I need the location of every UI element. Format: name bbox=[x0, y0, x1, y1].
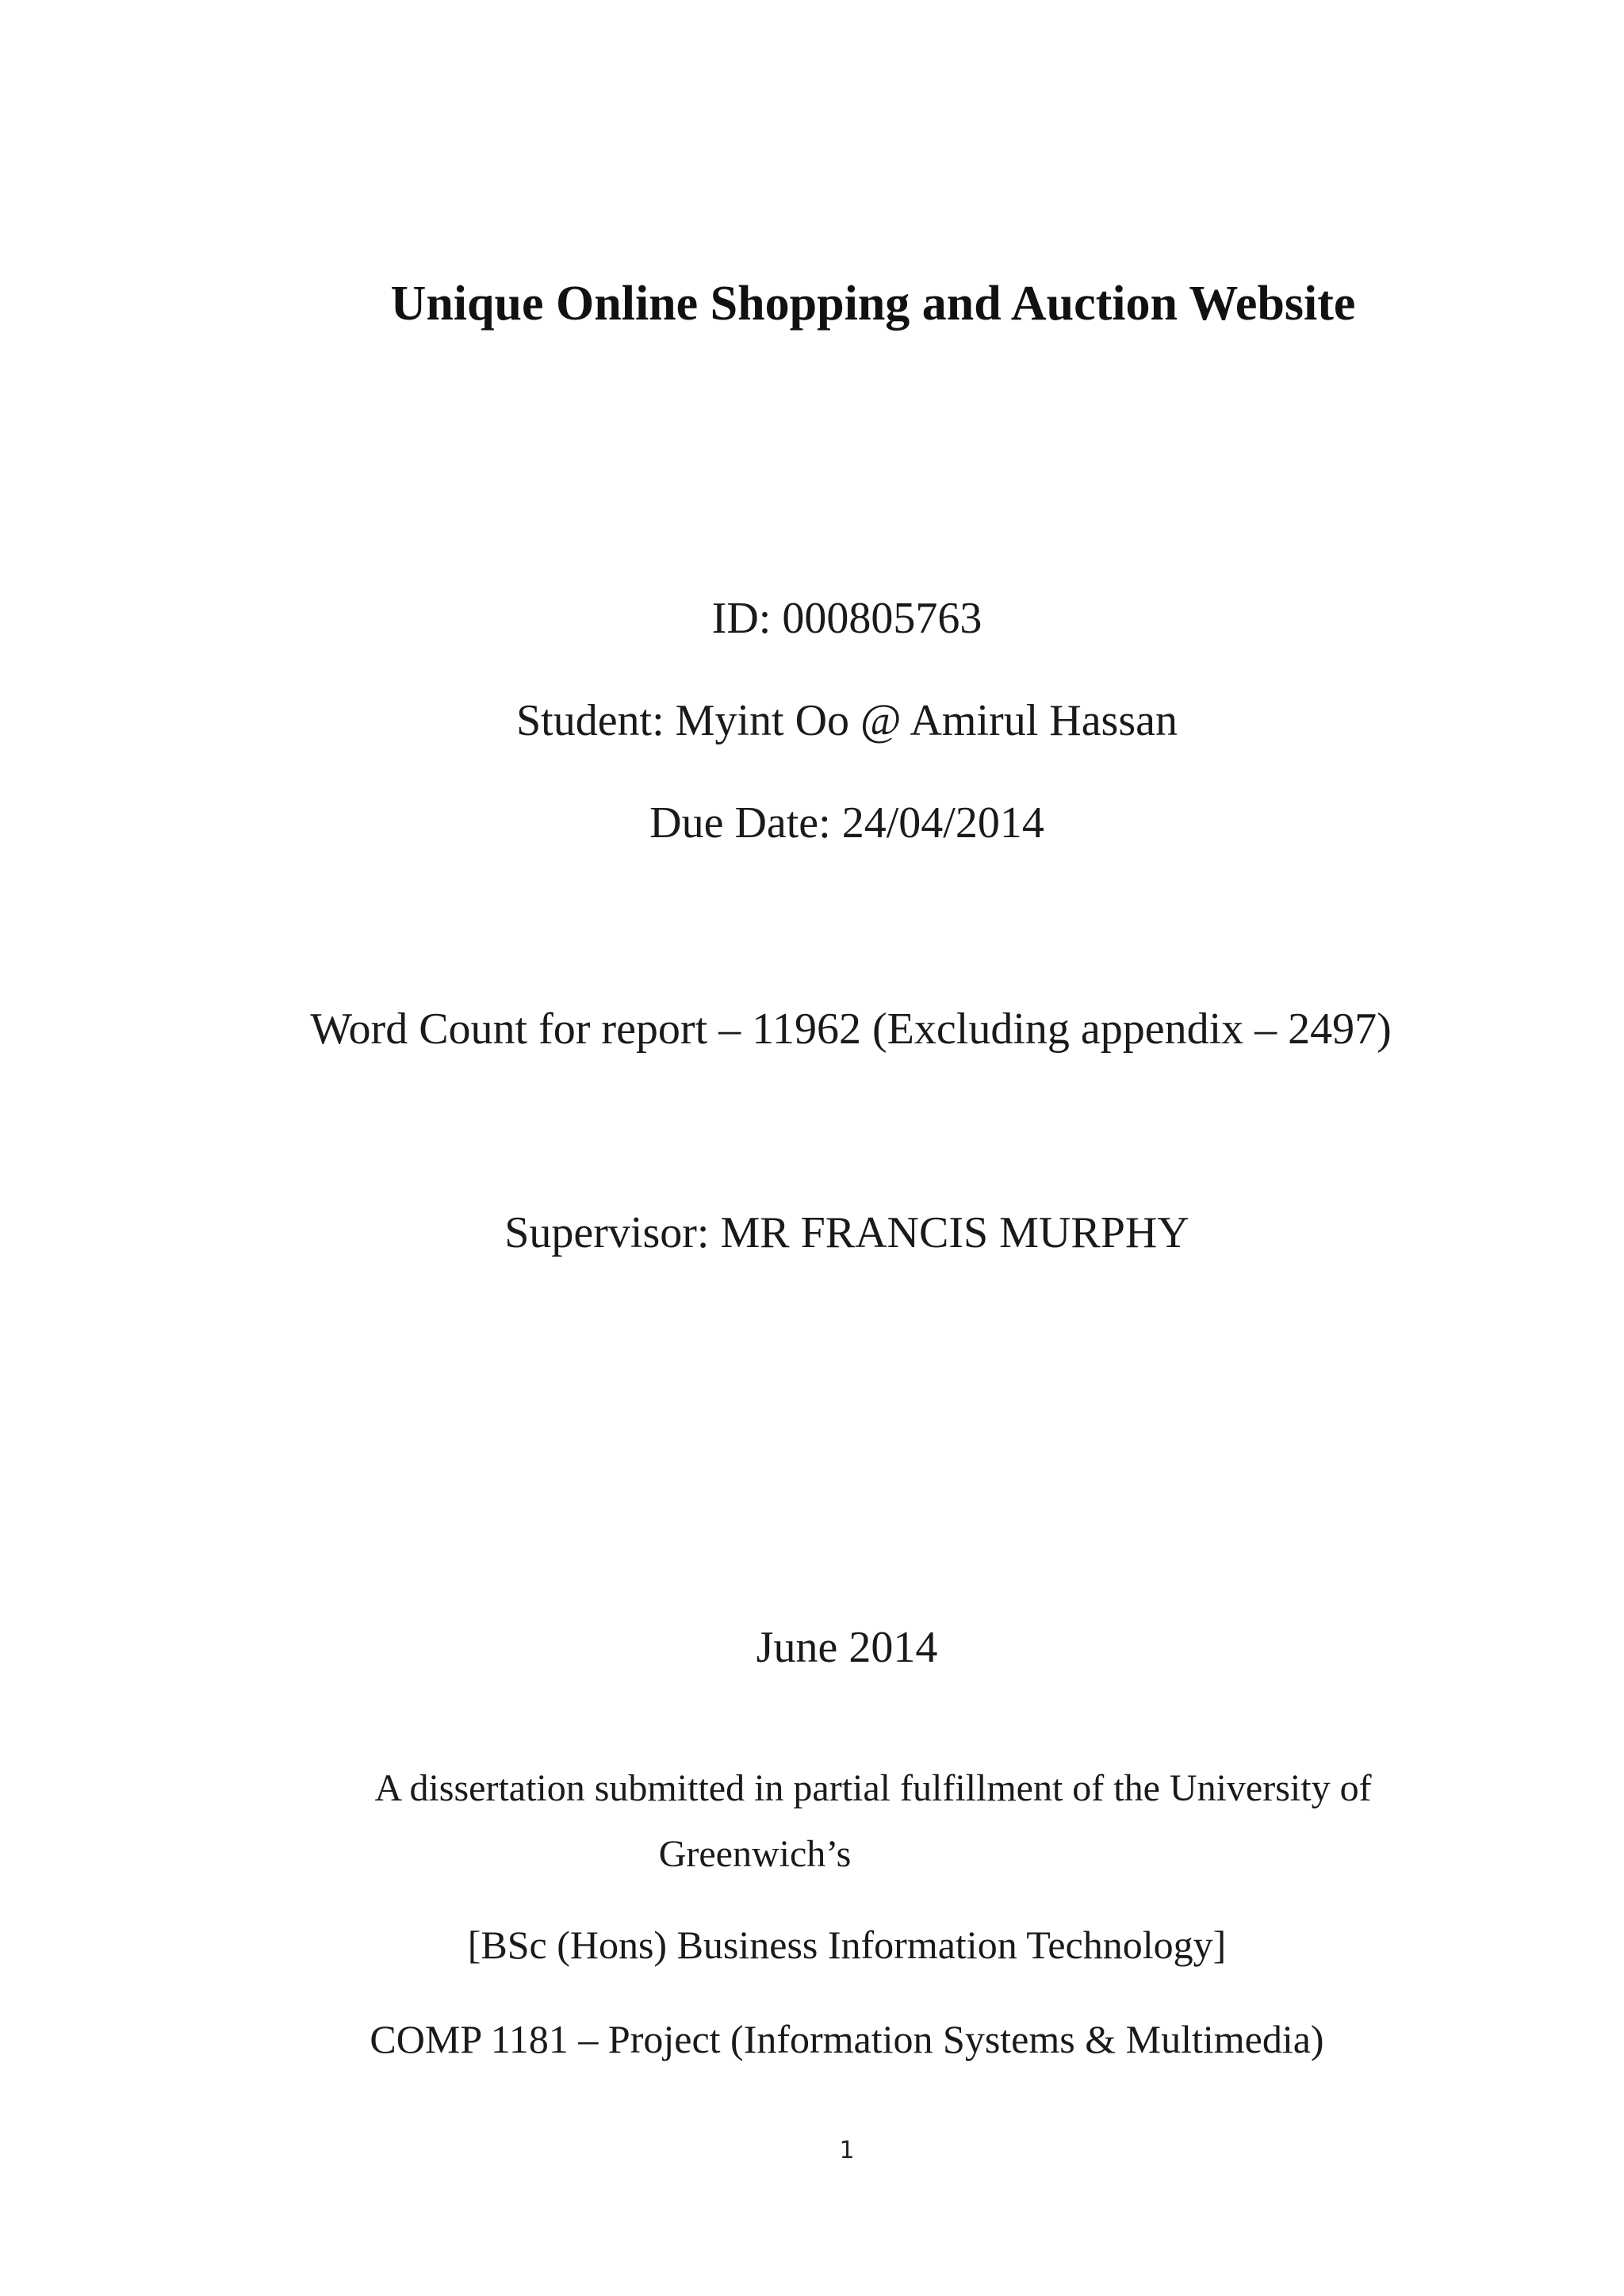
document-title: Unique Online Shopping and Auction Website bbox=[390, 277, 1356, 331]
dissertation-statement-line-1: A dissertation submitted in partial fulfillment of the University of bbox=[374, 1767, 1372, 1809]
student-id: ID: 000805763 bbox=[711, 594, 982, 643]
word-count: Word Count for report – 11962 (Excluding appendix – 2497) bbox=[310, 1004, 1392, 1054]
student-name: Student: Myint Oo @ Amirul Hassan bbox=[515, 696, 1178, 745]
page-number: 1 bbox=[839, 2137, 855, 2164]
course-name: COMP 1181 – Project (Information Systems & Multimedia) bbox=[370, 2017, 1324, 2061]
degree-name: [BSc (Hons) Business Information Technology] bbox=[467, 1923, 1227, 1967]
due-date: Due Date: 24/04/2014 bbox=[649, 798, 1044, 848]
supervisor: Supervisor: MR FRANCIS MURPHY bbox=[504, 1208, 1189, 1257]
submission-date: June 2014 bbox=[756, 1623, 938, 1672]
dissertation-statement-line-2: Greenwich’s bbox=[658, 1833, 852, 1875]
